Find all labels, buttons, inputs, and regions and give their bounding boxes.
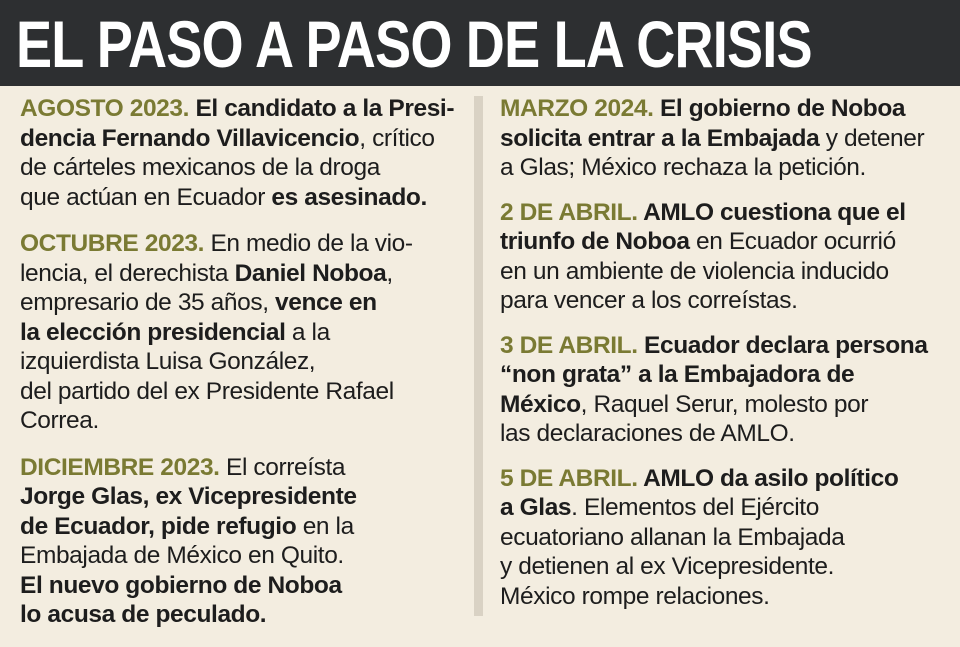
entry-text: , crítico xyxy=(359,124,435,152)
entry-text: Correa. xyxy=(20,407,99,434)
entry-text: en la xyxy=(296,512,354,540)
entry-text-bold: dencia Fernando Villavicencio xyxy=(20,124,360,152)
entry-text-bold: lo acusa de peculado. xyxy=(20,601,267,628)
entry-text: Embajada de México en Quito. xyxy=(20,542,344,569)
entry-text: para vencer a los correístas. xyxy=(500,287,798,314)
column-divider xyxy=(474,96,483,616)
entry-text: del partido del ex Presidente Rafael xyxy=(20,377,394,405)
page-title: EL PASO A PASO DE LA CRISIS xyxy=(16,7,812,81)
entry-text: izquierdista Luisa González, xyxy=(20,348,316,375)
entry-text-bold: Ecuador declara persona xyxy=(637,331,928,359)
entry-text: y detener xyxy=(819,124,925,152)
entry-date: DICIEMBRE 2023. xyxy=(20,453,220,481)
entry-text-bold: vence en xyxy=(275,289,377,316)
entry-date: 2 DE ABRIL. xyxy=(500,198,638,226)
entry-text-bold: solicita entrar a la Embajada xyxy=(500,124,820,152)
entry-text: en un ambiente de violencia inducido xyxy=(500,257,889,285)
timeline-entry xyxy=(20,229,468,436)
entry-text: En medio de la vio- xyxy=(204,230,413,257)
entry-text: ecuatoriano allanan la Embajada xyxy=(500,523,845,551)
entry-text: El correísta xyxy=(219,453,346,481)
entry-text: en Ecuador ocurrió xyxy=(689,228,896,255)
entry-text: de cárteles mexicanos de la droga xyxy=(20,154,380,181)
timeline-entry xyxy=(20,453,468,630)
timeline-entry xyxy=(500,464,945,612)
entry-text-bold: “non grata” a la Embajadora de xyxy=(500,361,855,388)
entry-text-bold: es asesinado. xyxy=(271,183,427,211)
entry-text-bold: triunfo de Noboa xyxy=(500,228,690,255)
entry-text-bold: AMLO cuestiona que el xyxy=(637,198,906,226)
entry-text: , xyxy=(386,259,393,287)
timeline-column-left xyxy=(20,94,468,647)
entry-text: lencia, el derechista xyxy=(20,259,235,287)
entry-text-bold: El nuevo gobierno de Noboa xyxy=(20,571,342,599)
entry-text-bold: El gobierno de Noboa xyxy=(653,95,906,122)
entry-text: y detienen al ex Vicepresidente. xyxy=(500,553,835,580)
entry-date: 3 DE ABRIL. xyxy=(500,331,638,359)
entry-date: OCTUBRE 2023. xyxy=(20,230,205,257)
entry-text-bold: El candidato a la Presi- xyxy=(189,95,455,122)
entry-text: a la xyxy=(285,318,330,346)
entry-text: , Raquel Serur, molesto por xyxy=(580,390,869,418)
entry-text: . Elementos del Ejército xyxy=(571,494,819,521)
entry-text: México rompe relaciones. xyxy=(500,582,770,610)
entry-date: AGOSTO 2023. xyxy=(20,95,190,122)
entry-text-bold: la elección presidencial xyxy=(20,318,286,346)
header-banner xyxy=(0,0,960,86)
timeline-entry xyxy=(500,198,945,316)
entry-text: las declaraciones de AMLO. xyxy=(500,420,795,447)
entry-text: empresario de 35 años, xyxy=(20,289,276,316)
entry-text-bold: AMLO da asilo político xyxy=(637,464,899,492)
entry-date: MARZO 2024. xyxy=(500,95,654,122)
entry-text-bold: Daniel Noboa xyxy=(234,259,387,287)
entry-text-bold: de Ecuador, pide refugio xyxy=(20,512,297,540)
entry-text-bold: México xyxy=(500,390,581,418)
entry-text: a Glas; México rechaza la petición. xyxy=(500,154,866,181)
timeline-column-right xyxy=(500,94,945,626)
timeline-entry xyxy=(500,94,945,183)
timeline-entry xyxy=(20,94,468,212)
entry-text-bold: a Glas xyxy=(500,494,572,521)
entry-text: que actúan en Ecuador xyxy=(20,183,272,211)
timeline-entry xyxy=(500,331,945,449)
entry-date: 5 DE ABRIL. xyxy=(500,464,638,492)
entry-text-bold: Jorge Glas, ex Vicepresidente xyxy=(20,483,357,510)
